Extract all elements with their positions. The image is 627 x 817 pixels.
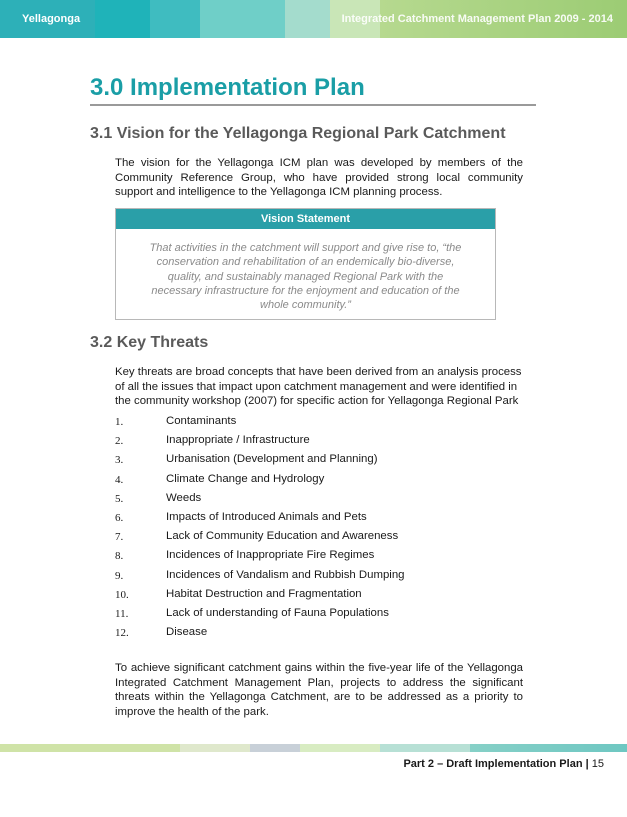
list-item-label: Lack of understanding of Fauna Populations	[166, 606, 389, 619]
list-item-label: Habitat Destruction and Fragmentation	[166, 587, 362, 600]
vision-heading: 3.1 Vision for the Yellagonga Regional Park Catchment	[90, 125, 506, 142]
list-item-label: Incidences of Vandalism and Rubbish Dumping	[166, 568, 405, 581]
list-item	[115, 528, 515, 547]
list-item-label: Impacts of Introduced Animals and Pets	[166, 510, 367, 523]
vision-statement-title: Vision Statement	[116, 209, 495, 229]
list-item	[115, 547, 515, 566]
list-item-label: Urbanisation (Development and Planning)	[166, 453, 378, 466]
list-item	[115, 413, 515, 432]
header-right-title: Integrated Catchment Management Plan 2009 - 2014	[341, 13, 613, 25]
list-item-number: 2.	[115, 435, 124, 448]
list-item	[115, 471, 515, 490]
threats-intro: Key threats are broad concepts that have been derived from an analysis process of all the issues that impact upon catchment management and were identified in the community workshop (2007) for specific action for Yellagonga Regional Park	[115, 366, 522, 407]
list-item	[115, 567, 515, 586]
vision-statement-text: That activities in the catchment will support and give rise to, “the conservation and rehabilitation of an endemically bio-diverse, quality, and sustainably managed Regional Park with the necessary infrastructure for the enjoyment and education of the whole community.”	[149, 242, 462, 312]
closing-paragraph: To achieve significant catchment gains within the five-year life of the Yellagonga Integrated Catchment Management Plan, projects to address the significant threats within the Yellagonga Catchment, are to be addressed as a priority to improve the health of the park.	[115, 662, 523, 718]
list-item	[115, 509, 515, 528]
list-item-number: 11.	[115, 607, 129, 620]
list-item-label: Disease	[166, 626, 208, 639]
header-band	[0, 0, 627, 38]
section-title: 3.0 Implementation Plan	[90, 74, 365, 101]
list-item	[115, 490, 515, 509]
list-item-label: Incidences of Inappropriate Fire Regimes	[166, 549, 375, 562]
page-number: 15	[591, 758, 604, 770]
list-item-number: 1.	[115, 416, 124, 428]
list-item	[115, 586, 515, 605]
header-left-title: Yellagonga	[22, 13, 81, 25]
list-item	[115, 432, 515, 451]
footer-separator: |	[582, 758, 592, 770]
threats-list	[115, 413, 515, 643]
list-item-number: 8.	[115, 550, 124, 563]
threats-heading: 3.2 Key Threats	[90, 334, 209, 351]
list-item-number: 9.	[115, 569, 124, 582]
list-item-number: 6.	[115, 511, 124, 524]
list-item	[115, 605, 515, 624]
list-item-label: Weeds	[166, 491, 202, 504]
vision-statement-box	[115, 208, 496, 320]
list-item-number: 3.	[115, 454, 124, 467]
list-item-label: Contaminants	[166, 415, 237, 427]
list-item	[115, 624, 515, 643]
vision-paragraph: The vision for the Yellagonga ICM plan was developed by members of the Community Reference Group, who have provided strong local community support and intelligence to the Yellagonga ICM planning process.	[115, 157, 523, 198]
list-item-label: Climate Change and Hydrology	[166, 472, 325, 485]
list-item-number: 5.	[115, 492, 124, 505]
list-item-label: Inappropriate / Infrastructure	[166, 434, 310, 447]
list-item-label: Lack of Community Education and Awareness	[166, 530, 399, 543]
list-item-number: 4.	[115, 473, 124, 486]
footer	[403, 758, 604, 770]
footer-part-label: Part 2 – Draft Implementation Plan	[403, 758, 583, 770]
list-item-number: 10.	[115, 588, 129, 601]
list-item	[115, 451, 515, 470]
footer-band	[0, 744, 627, 752]
list-item-number: 7.	[115, 531, 124, 544]
list-item-number: 12.	[115, 627, 129, 640]
title-divider	[90, 104, 536, 106]
